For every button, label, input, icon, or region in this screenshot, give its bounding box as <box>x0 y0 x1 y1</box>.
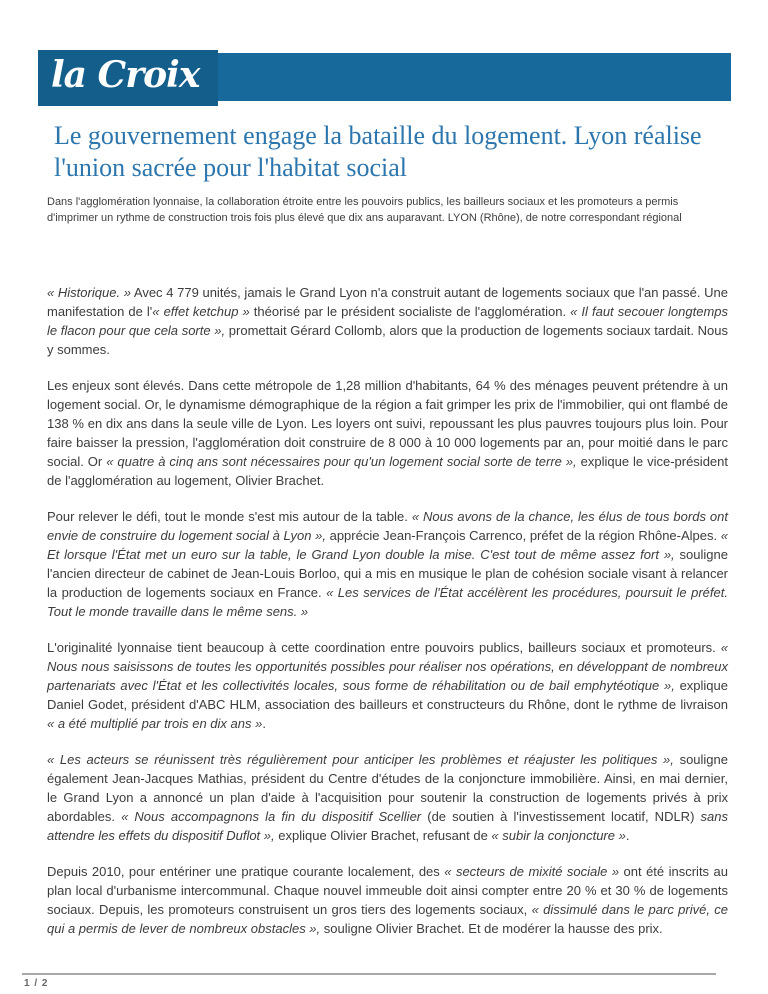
newspaper-logo <box>38 50 218 106</box>
text-run: promettait Gérard Collomb, alors que la production de logements sociaux tardait. Nous y sommes. <box>47 323 729 357</box>
quote-run: « secteurs de mixité sociale » <box>444 864 620 879</box>
page-indicator: 1 / 2 <box>24 978 49 989</box>
quote-run: « a été multiplié par trois en dix ans » <box>47 716 263 731</box>
text-run: apprécie Jean-François Carrenco, préfet de la région Rhône-Alpes. <box>325 528 721 543</box>
text-run: explique le vice-président de l'agglomération au logement, Olivier Brachet. <box>47 454 728 488</box>
article-paragraph <box>47 507 728 621</box>
article-paragraph <box>47 638 728 733</box>
footer-rule <box>22 973 716 975</box>
quote-run: « Les acteurs se réunissent très régulièrement pour anticiper les problèmes et réajuster les politiques », <box>47 752 674 767</box>
text-run: Les enjeux sont élevés. Dans cette métropole de 1,28 million d'habitants, 64 % des ménages peuvent prétendre à un logement social. Or, le dynamisme démographique de la région a fait grimper les prix de l'immobilier, qui ont flambé de 138 % en dix ans dans la seule ville de Lyon. Les loyers ont suivi, repoussant les plus pauvres toujours plus loin. Pour faire baisser la pression, l'agglomération doit construire de 8 000 à 10 000 logements par an, pour moitié dans le parc social. Or <box>47 378 728 469</box>
quote-run: « Et lorsque l'État met un euro sur la table, le Grand Lyon double la mise. C'est tout de même assez fort », <box>47 528 728 562</box>
text-run: Depuis 2010, pour entériner une pratique courante localement, des <box>47 864 445 879</box>
quote-run: « Nous accompagnons la fin du dispositif Scellier <box>121 809 422 824</box>
article-paragraph <box>47 862 728 938</box>
quote-run: « Nous nous saisissons de toutes les opportunités possibles pour réaliser nos opérations, en développant de nombreux partenariats avec l'État et les collectivités locales, sous forme de réhabilitation ou de bail emphytéotique », <box>47 640 728 693</box>
text-run: ont été inscrits au plan local d'urbanisme intercommunal. Chaque nouvel immeuble doit ainsi compter entre 20 % et 30 % de logements sociaux. Depuis, les promoteurs construisent un gros tiers des logements sociaux, <box>47 864 728 917</box>
quote-run: « dissimulé dans le parc privé, ce qui a permis de lever de nombreux obstacles », <box>47 902 728 936</box>
brand-name: la Croix <box>51 54 200 96</box>
text-run: Pour relever le défi, tout le monde s'est mis autour de la table. <box>47 509 412 524</box>
article-paragraph <box>47 376 728 490</box>
quote-run: « Nous avons de la chance, les élus de tous bords ont envie de construire du logement social à Lyon », <box>47 509 728 543</box>
article-body <box>47 283 728 938</box>
article-lead: Dans l'agglomération lyonnaise, la collaboration étroite entre les pouvoirs publics, les bailleurs sociaux et les promoteurs a permis d'imprimer un rythme de construction trois fois plus élevé que dix ans auparavant. LYON (Rhône), de notre correspondant régional <box>47 196 682 224</box>
text-run: souligne également Jean-Jacques Mathias, président du Centre d'études de la conjoncture immobilière. Ainsi, en mai dernier, le Grand Lyon a annoncé un plan d'aide à l'acquisition pour soutenir la construction de logements privés à prix abordables. <box>47 752 728 824</box>
article-paragraph <box>47 283 728 359</box>
text-run: souligne l'ancien directeur de cabinet de Jean-Louis Borloo, qui a mis en musique le plan de cohésion sociale visant à relancer la production de logements sociaux en France. <box>47 547 728 600</box>
text-run: Avec 4 779 unités, jamais le Grand Lyon n'a construit autant de logements sociaux que l'an passé. Une manifestation de l' <box>47 285 729 319</box>
quote-run: « subir la conjoncture » <box>491 828 626 843</box>
quote-run: « quatre à cinq ans sont nécessaires pour qu'un logement social sorte de terre », <box>106 454 577 469</box>
text-run: (de soutien à l'investissement locatif, NDLR) <box>421 809 701 824</box>
text-run: . <box>262 716 266 731</box>
text-run: explique Daniel Godet, président d'ABC HLM, association des bailleurs et constructeurs du Rhône, dont le rythme de livraison <box>47 678 728 712</box>
text-run: . <box>625 828 630 843</box>
text-run: explique Olivier Brachet, refusant de <box>274 828 492 843</box>
quote-run: « Il faut secouer longtemps le flacon pour que cela sorte », <box>47 304 729 338</box>
text-run: souligne Olivier Brachet. Et de modérer la hausse des prix. <box>320 921 663 936</box>
quote-run: « effet ketchup » <box>152 304 250 319</box>
article-headline: Le gouvernement engage la bataille du logement. Lyon réalise l'union sacrée pour l'habitat social <box>54 121 702 182</box>
article <box>47 120 728 955</box>
article-paragraph <box>47 750 728 845</box>
quote-run: sans attendre les effets du dispositif Duflot », <box>47 809 728 843</box>
quote-run: « Historique. » <box>47 285 131 300</box>
quote-run: « Les services de l'État accélèrent les procédures, poursuit le préfet. Tout le monde travaille dans le même sens. » <box>47 585 728 619</box>
text-run: L'originalité lyonnaise tient beaucoup à cette coordination entre pouvoirs publics, bailleurs sociaux et promoteurs. <box>47 640 721 655</box>
text-run: théorisé par le président socialiste de l'agglomération. <box>249 304 571 319</box>
